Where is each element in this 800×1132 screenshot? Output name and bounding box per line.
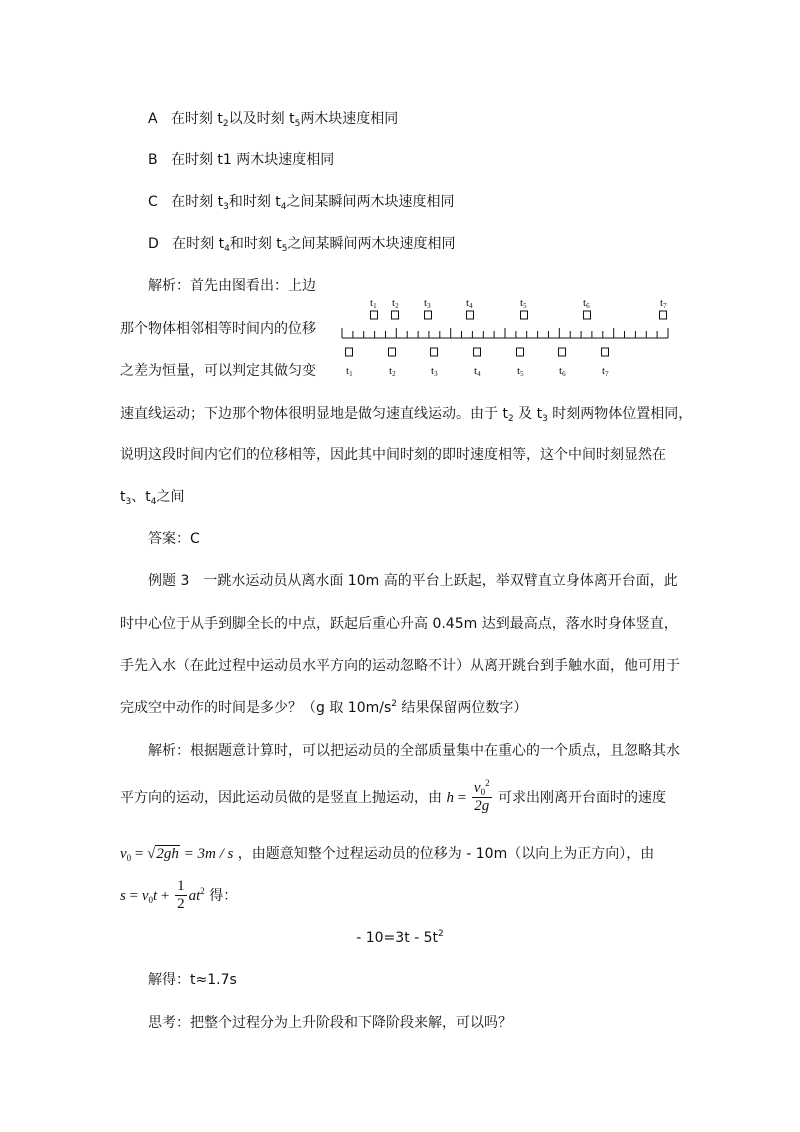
tape-label-top-2: t2 — [392, 297, 399, 310]
superscript: 2 — [391, 699, 397, 709]
text: - 10=3t - 5t — [356, 930, 439, 946]
option-b — [148, 153, 334, 167]
tape-label-top-7: t7 — [660, 297, 667, 310]
example-line: 手先入水（在此过程中运动员水平方向的运动忽略不计）从离开跳台到手触水面，他可用于 — [120, 658, 680, 674]
subscript: 3 — [542, 414, 548, 424]
option-text: 和时刻 t — [228, 194, 281, 210]
example-line: 时中心位于从手到脚全长的中点，跃起后重心升高 0.45m 达到最高点，落水时身体竖直， — [120, 616, 678, 632]
example-line — [120, 701, 527, 715]
option-text: 和时刻 t — [229, 236, 282, 252]
option-letter: B — [148, 152, 158, 168]
denominator: 2g — [474, 798, 490, 815]
analysis-line — [120, 406, 693, 424]
upper-block-mark — [660, 311, 667, 319]
option-text: 两木块速度相同 — [300, 111, 399, 127]
subscript: 2 — [507, 414, 514, 424]
math-symbol: at — [188, 887, 201, 904]
option-text: 之间某瞬间两木块速度相同 — [287, 236, 456, 252]
option-text: 在时刻 t — [170, 111, 223, 127]
superscript: 2 — [200, 885, 205, 896]
analysis-line — [120, 489, 185, 507]
ticker-tape-figure — [338, 294, 678, 378]
analysis-line — [120, 878, 237, 914]
superscript: 2 — [438, 929, 444, 939]
subscript: 0 — [148, 894, 153, 905]
subscript: 0 — [480, 787, 486, 797]
subscript: 5 — [281, 244, 288, 254]
subscript: 3 — [125, 497, 132, 507]
math-symbol: = — [453, 789, 470, 806]
option-text: 以及时刻 t — [228, 111, 295, 127]
math-symbol: h — [446, 789, 454, 806]
math-symbol: = — [125, 887, 142, 904]
lower-block-mark — [517, 348, 524, 356]
sqrt-icon: √ — [147, 846, 156, 862]
upper-block-mark — [584, 311, 591, 319]
option-text: 之间某瞬间两木块速度相同 — [286, 194, 455, 210]
option-text: 在时刻 t — [172, 236, 225, 252]
text: t — [120, 489, 126, 505]
lower-block-mark — [431, 348, 438, 356]
lower-block-mark — [346, 348, 353, 356]
option-text: 在时刻 t1 两木块速度相同 — [170, 152, 335, 168]
text: 及 t — [513, 406, 543, 422]
text: 结果保留两位数字） — [396, 700, 528, 716]
tape-label-bottom-5: t5 — [517, 365, 524, 378]
formula-s — [120, 878, 209, 913]
radicand: 2gh — [156, 846, 179, 862]
tape-label-top-6: t6 — [583, 297, 590, 310]
math-symbol: v — [141, 887, 149, 904]
analysis-line: 解析：根据题意计算时，可以把运动员的全部质量集中在重心的一个质点，且忽略其水 — [148, 743, 680, 759]
lower-block-mark — [559, 348, 566, 356]
subscript: 4 — [150, 497, 157, 507]
numerator — [472, 780, 492, 798]
lower-block-mark — [602, 348, 609, 356]
analysis-line: 那个物体相邻相等时间内的位移 — [120, 321, 316, 337]
upper-block-mark — [392, 311, 399, 319]
text: 完成空中动作的时间是多少？（g 取 10m/s — [120, 700, 392, 716]
text: 时刻两物体位置相同， — [547, 406, 693, 422]
example-line: 例题 3 一跳水运动员从离水面 10m 高的平台上跃起，举双臂直立身体离开台面，此 — [148, 573, 678, 589]
think-question: 思考：把整个过程分为上升阶段和下降阶段来解，可以吗？ — [148, 1015, 512, 1031]
answer: 答案：C — [148, 531, 200, 547]
math-symbol: v — [473, 780, 481, 796]
tape-label-bottom-7: t7 — [602, 365, 609, 378]
analysis-line — [120, 847, 654, 862]
formula-h — [446, 778, 498, 815]
text: 速直线运动；下边那个物体很明显地是做匀速直线运动。由于 t — [120, 406, 508, 422]
analysis-line: 之差为恒量，可以判定其做匀变 — [120, 363, 316, 379]
tape-label-bottom-6: t6 — [559, 365, 566, 378]
denominator: 2 — [177, 896, 185, 913]
text: 之间 — [156, 489, 185, 505]
lower-block-mark — [389, 348, 396, 356]
tape-label-top-3: t3 — [424, 297, 431, 310]
tape-label-bottom-4: t4 — [474, 365, 481, 378]
math-symbol: t — [152, 887, 158, 904]
text: 可求出刚离开台面时的速度 — [498, 789, 667, 806]
upper-block-mark — [371, 311, 378, 319]
tape-label-bottom-2: t2 — [389, 365, 396, 378]
upper-block-mark — [467, 311, 474, 319]
subscript: 4 — [224, 244, 230, 254]
option-a — [148, 111, 399, 129]
option-text: 在时刻 t — [171, 194, 224, 210]
tape-label-top-5: t5 — [520, 297, 527, 310]
math-symbol: v — [120, 846, 127, 862]
option-d — [148, 236, 456, 254]
upper-block-mark — [425, 311, 432, 319]
tape-label-top-1: t1 — [370, 297, 377, 310]
tape-label-bottom-3: t3 — [431, 365, 438, 378]
analysis-line: 说明这段时间内它们的位移相等，因此其中间时刻的即时速度相等，这个中间时刻显然在 — [120, 447, 666, 463]
math-symbol: = — [131, 846, 148, 862]
option-letter: D — [148, 236, 159, 252]
analysis-line — [120, 780, 666, 816]
upper-block-mark — [521, 311, 528, 319]
option-c — [148, 194, 455, 212]
equation — [0, 931, 800, 945]
text: 、t — [131, 489, 151, 505]
text: 平方向的运动，因此运动员做的是竖直上抛运动，由 — [120, 789, 442, 806]
text: ，由题意知整个过程运动员的位移为 - 10m（以向上为正方向），由 — [237, 846, 655, 862]
subscript: 0 — [126, 853, 132, 863]
superscript: 2 — [485, 778, 490, 788]
tape-label-bottom-1: t1 — [346, 365, 353, 378]
fraction — [175, 878, 187, 914]
text: 得： — [209, 887, 238, 904]
tape-label-top-4: t4 — [466, 297, 473, 310]
math-symbol: s — [120, 887, 126, 904]
subscript: 2 — [222, 119, 229, 129]
subscript: 4 — [280, 202, 287, 212]
option-letter: C — [148, 194, 158, 210]
numerator: 1 — [175, 878, 187, 896]
formula-v0 — [120, 846, 238, 862]
math-symbol: = 3m / s — [179, 846, 234, 862]
result: 解得：t≈1.7s — [148, 972, 237, 988]
option-letter: A — [148, 111, 158, 127]
fraction — [472, 780, 492, 816]
lower-block-mark — [474, 348, 481, 356]
analysis-line: 解析：首先由图看出：上边 — [148, 278, 316, 294]
subscript: 5 — [294, 119, 301, 129]
subscript: 3 — [223, 202, 229, 212]
math-symbol: + — [157, 887, 174, 904]
